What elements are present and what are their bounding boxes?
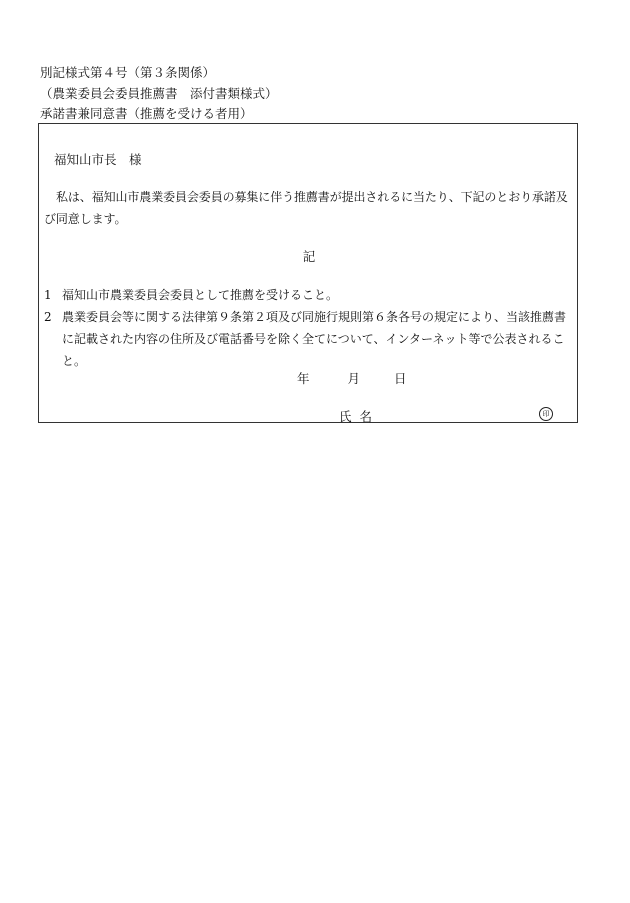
form-number-heading: 別記様式第４号（第３条関係） (40, 65, 216, 80)
list-item-text: 福知山市農業委員会委員として推薦を受けること。 (62, 288, 339, 302)
date-day-label: 日 (394, 371, 407, 386)
name-field-label: 氏名 (339, 409, 381, 424)
date-year-label: 年 (297, 371, 310, 386)
date-field[interactable] (297, 369, 407, 387)
date-month-label: 月 (347, 371, 361, 386)
list-item-number: 1 (44, 288, 52, 302)
list-item-number: 2 (44, 310, 52, 324)
seal-mark: 印 (539, 407, 553, 421)
consent-form-box (38, 123, 578, 423)
addressee: 福知山市長 様 (54, 152, 142, 167)
list-item (44, 306, 576, 372)
list-item (44, 284, 576, 306)
form-category-heading: （農業委員会委員推薦書 添付書類様式） (40, 86, 278, 101)
form-title: 承諾書兼同意書（推薦を受ける者用） (40, 106, 253, 121)
consent-statement: 私は、福知山市農業委員会委員の募集に伴う推薦書が提出されるに当たり、下記のとおり承諾及び同意します。 (44, 190, 568, 226)
ki-heading: 記 (302, 249, 316, 264)
list-item-text: 農業委員会等に関する法律第９条第２項及び同施行規則第６条各号の規定により、当該推薦書に記載された内容の住所及び電話番号を除く全てについて、インターネット等で公表されること。 (62, 310, 567, 368)
